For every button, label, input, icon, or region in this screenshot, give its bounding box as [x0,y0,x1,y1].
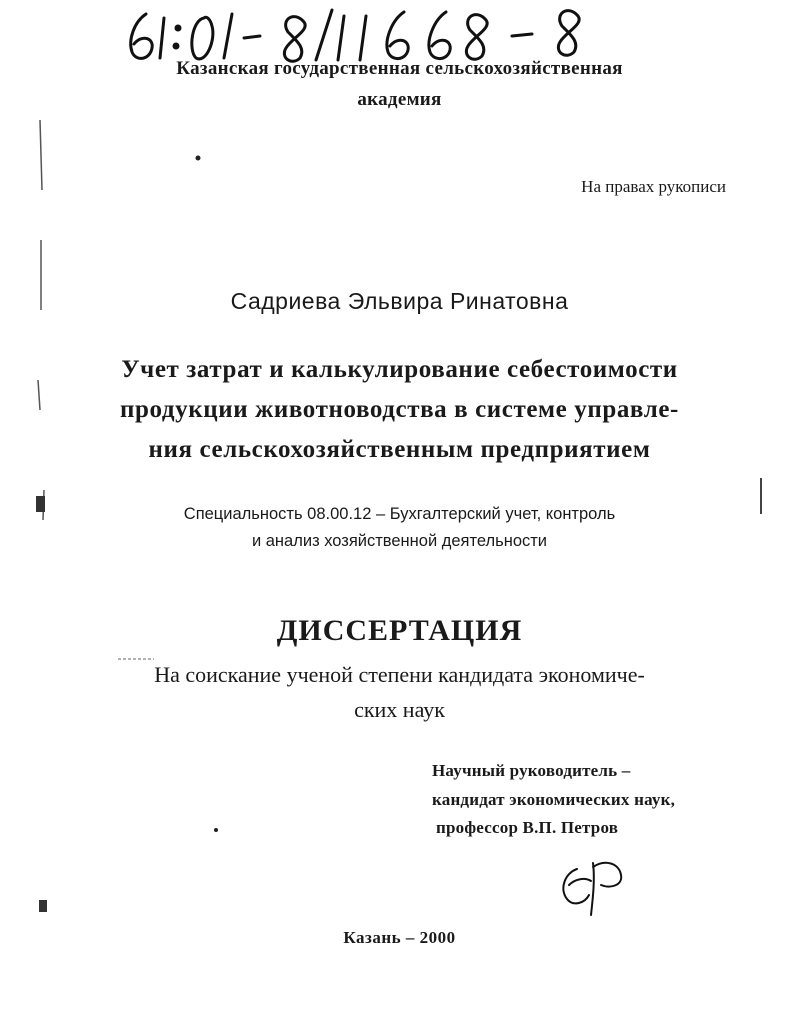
manuscript-note: На правах рукописи [581,177,726,196]
dissertation-title-line-2: продукции животноводства в системе управле- [120,396,679,423]
supervisor-signature [555,855,635,920]
institution-line-1: Казанская государственная сельскохозяйственная [176,58,623,79]
author-name: Садриева Эльвира Ринатовна [230,288,569,314]
specialty-line-1: Специальность 08.00.12 – Бухгалтерский учет, контроль [183,505,616,523]
specialty-line-2: и анализ хозяйственной деятельности [251,532,548,550]
scan-dot [212,826,220,834]
scan-dot [194,154,202,162]
dissertation-title-line-3: ния сельскохозяйственным предприятием [148,436,651,463]
supervisor-line-1: Научный руководитель – [432,761,631,780]
degree-line-2: ских наук [354,697,445,722]
dissertation-title-line-1: Учет затрат и калькулирование себестоимости [121,356,678,383]
supervisor-line-2: кандидат экономических наук, [432,790,676,809]
city-year: Казань – 2000 [343,928,456,947]
supervisor-line-3: профессор В.П. Петров [436,818,619,837]
document-type-heading: ДИССЕРТАЦИЯ [276,614,523,647]
institution-line-2: академия [357,89,442,110]
degree-line-1: На соискание ученой степени кандидата экономиче- [154,662,645,687]
